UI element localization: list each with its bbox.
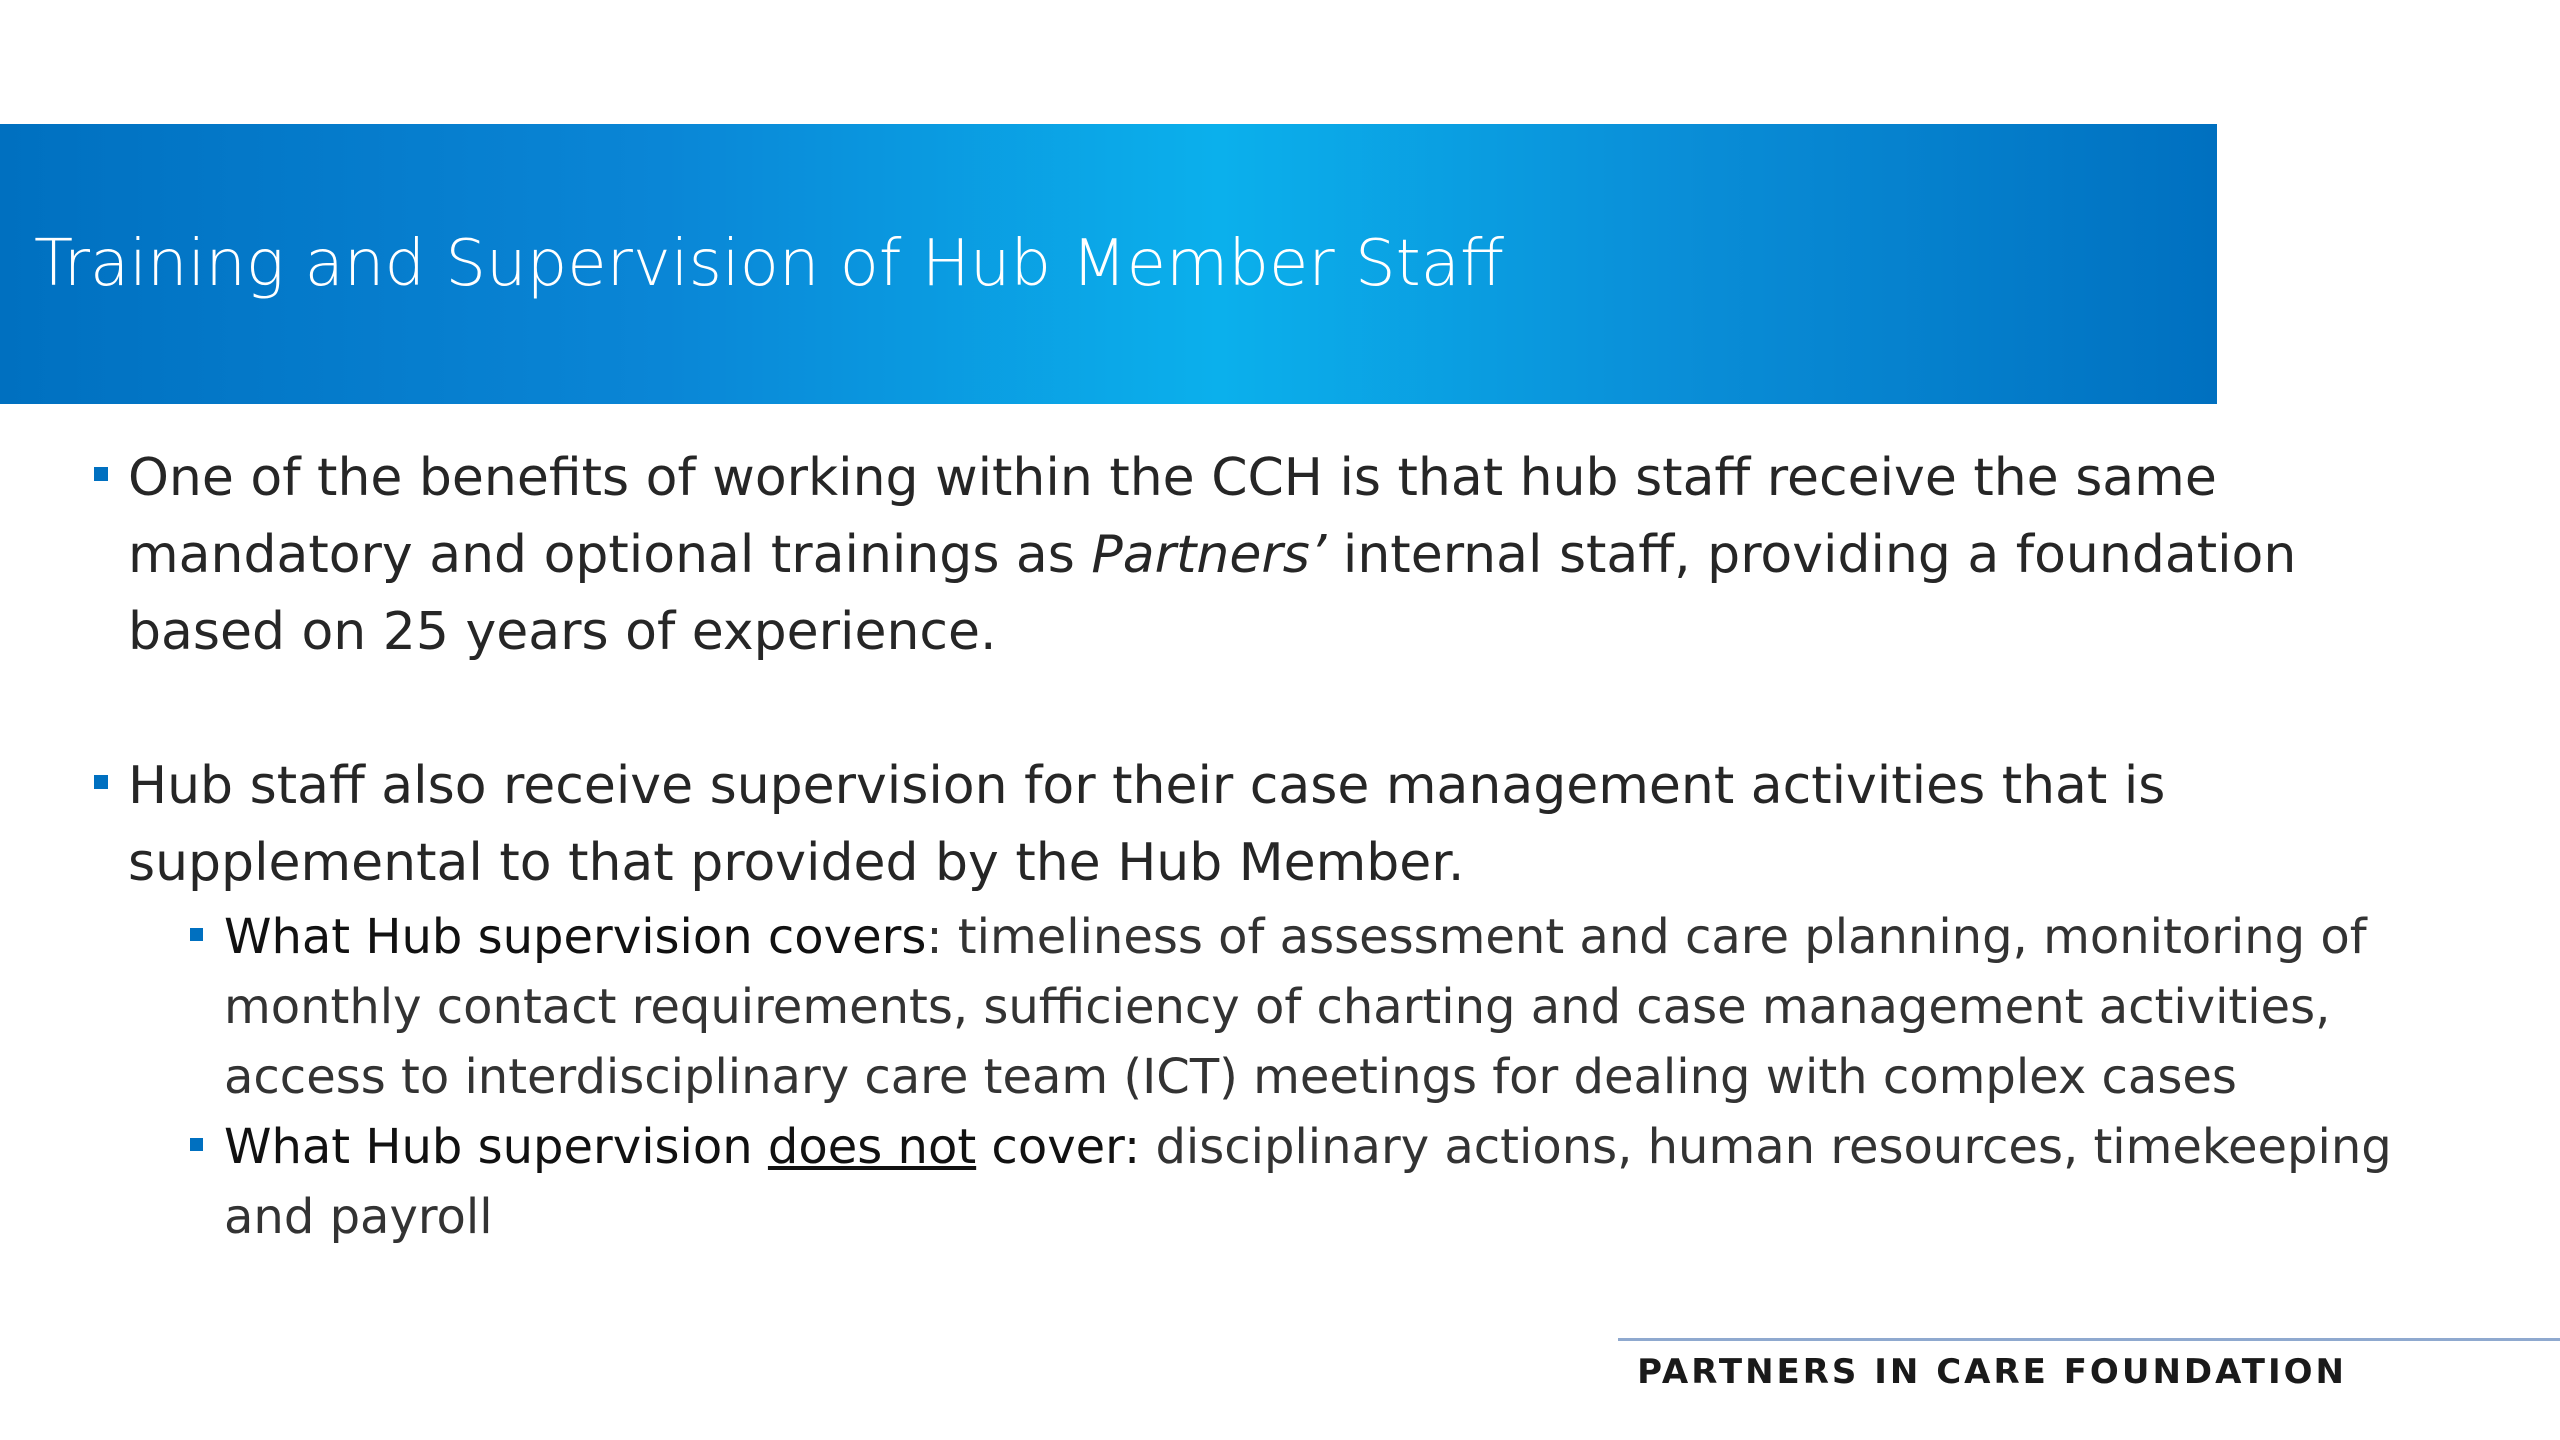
square-bullet-icon [190,928,203,941]
bullet-text: Hub staff also receive supervision for their case management activities that is supplemental to that provided by the Hub Member. [128,756,2166,893]
sub-bullet-lead: What Hub supervision covers [224,909,927,965]
bullet-italic-text: Partners’ [1091,525,1327,585]
square-bullet-icon [94,467,108,481]
sub-bullet-lead-underlined: does not [767,1119,977,1175]
sub-bullet-lead: What Hub supervision [224,1119,768,1175]
sub-bullet-text: disciplinary actions, human resources, timekeeping and payroll [224,1119,2392,1245]
bullet-item-benefits [90,440,2430,671]
bullet-text: One of the benefits of working within the CCH is that hub staff receive the same mandatory and optional trainings as [128,448,2217,585]
sub-bullet-text: : timeliness of assessment and care planning, monitoring of monthly contact requirements, sufficiency of charting and case management activities, access to interdisciplinary care team (ICT) meetings for dealing with complex cases [224,909,2367,1105]
title-banner [0,124,2217,404]
slide-content [90,440,2430,1252]
square-bullet-icon [190,1138,203,1151]
bullet-item-supervision [90,748,2430,1252]
slide-title: Training and Supervision of Hub Member Staff [34,227,1505,301]
bullet-text-continued: internal staff, providing a foundation based on 25 years of experience. [128,525,2297,662]
footer-divider [1618,1338,2560,1341]
sub-bullet-covers [186,902,2430,1112]
square-bullet-icon [94,775,108,789]
sub-bullet-lead-end: cover: [976,1119,1141,1175]
sub-bullet-does-not-cover [186,1112,2430,1252]
footer-brand-name: PARTNERS IN CARE FOUNDATION [1637,1352,2347,1392]
sub-bullet-list [186,902,2430,1252]
